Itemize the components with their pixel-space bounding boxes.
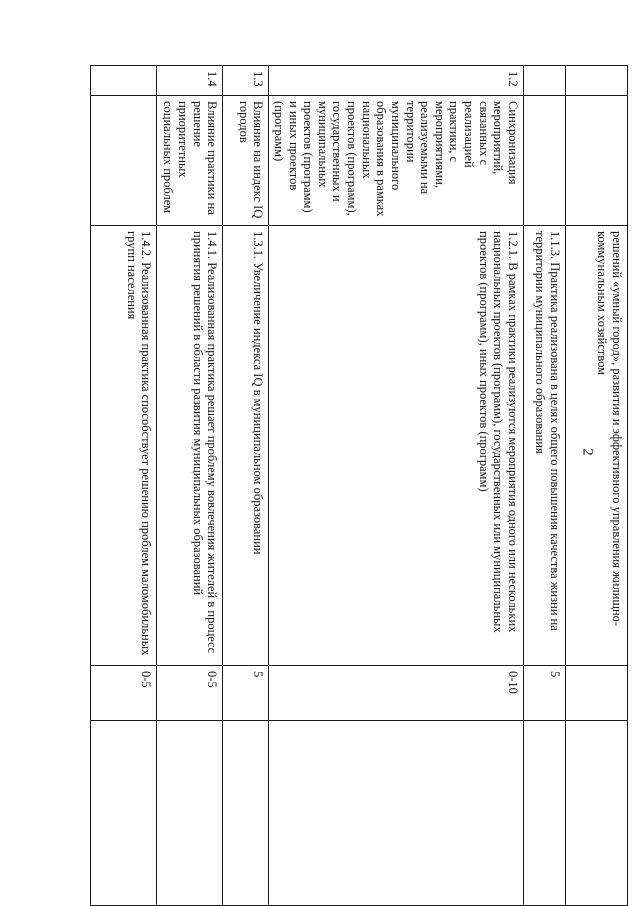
table-row — [223, 66, 269, 906]
score-cell: 0-10 — [269, 666, 524, 721]
blank-cell — [223, 721, 269, 906]
criterion-cell: 1.2.1. В рамках практики реализуются мероприятия одного или нескольких национальных проектов (программ), государственных или муниципальных проектов (программ), иных проектов (программ) — [269, 226, 524, 666]
section-name-cell — [566, 96, 628, 226]
row-number-cell: 1.3 — [223, 66, 269, 96]
table-row — [91, 66, 157, 906]
blank-cell — [524, 721, 566, 906]
criterion-cell: 1.4.2. Реализованная практика способствует решению проблем маломобильных групп населения — [91, 226, 157, 666]
rotated-table-frame — [98, 65, 628, 905]
row-number-cell: 1.4 — [157, 66, 223, 96]
blank-cell — [566, 721, 628, 906]
row-number-cell: 1.2 — [269, 66, 524, 96]
criteria-table — [90, 65, 628, 906]
blank-cell — [269, 721, 524, 906]
table-container — [98, 65, 628, 905]
table-row — [269, 66, 524, 906]
row-number-cell — [91, 66, 157, 96]
row-number-cell — [566, 66, 628, 96]
table-row — [524, 66, 566, 906]
section-name-cell: Влияние на индекс IQ городов — [223, 96, 269, 226]
blank-cell — [91, 721, 157, 906]
row-number-cell — [524, 66, 566, 96]
section-name-cell — [91, 96, 157, 226]
section-name-cell — [524, 96, 566, 226]
table-row — [566, 66, 628, 906]
page-number: 2 — [579, 448, 596, 456]
score-cell: 5 — [223, 666, 269, 721]
table-row — [157, 66, 223, 906]
score-cell — [566, 666, 628, 721]
score-cell: 0-5 — [91, 666, 157, 721]
criterion-cell: 1.1.3. Практика реализована в целях общего повышения качества жизни на территории муниципального образования — [524, 226, 566, 666]
criterion-cell: 1.4.1. Реализованная практика решает проблему вовлечения жителей в процесс принятия решений в области развития муниципальных образований — [157, 226, 223, 666]
score-cell: 0-5 — [157, 666, 223, 721]
criterion-cell: 1.3.1. Увеличение индекса IQ в муниципальном образовании — [223, 226, 269, 666]
score-cell: 5 — [524, 666, 566, 721]
blank-cell — [157, 721, 223, 906]
section-name-cell: Влияние практики на решение приоритетных социальных проблем — [157, 96, 223, 226]
section-name-cell: Синхронизация мероприятий, связанных с реализацией практики, с мероприятиями, реализуемыми на территории муниципального образования в рамках национальных проектов (программ), государственных и муниципальных проектов (программ) и иных проектов (программ) — [269, 96, 524, 226]
criterion-cell: решений «умный город», развития и эффективного управления жилищно-коммунальным хозяйством — [566, 226, 628, 666]
